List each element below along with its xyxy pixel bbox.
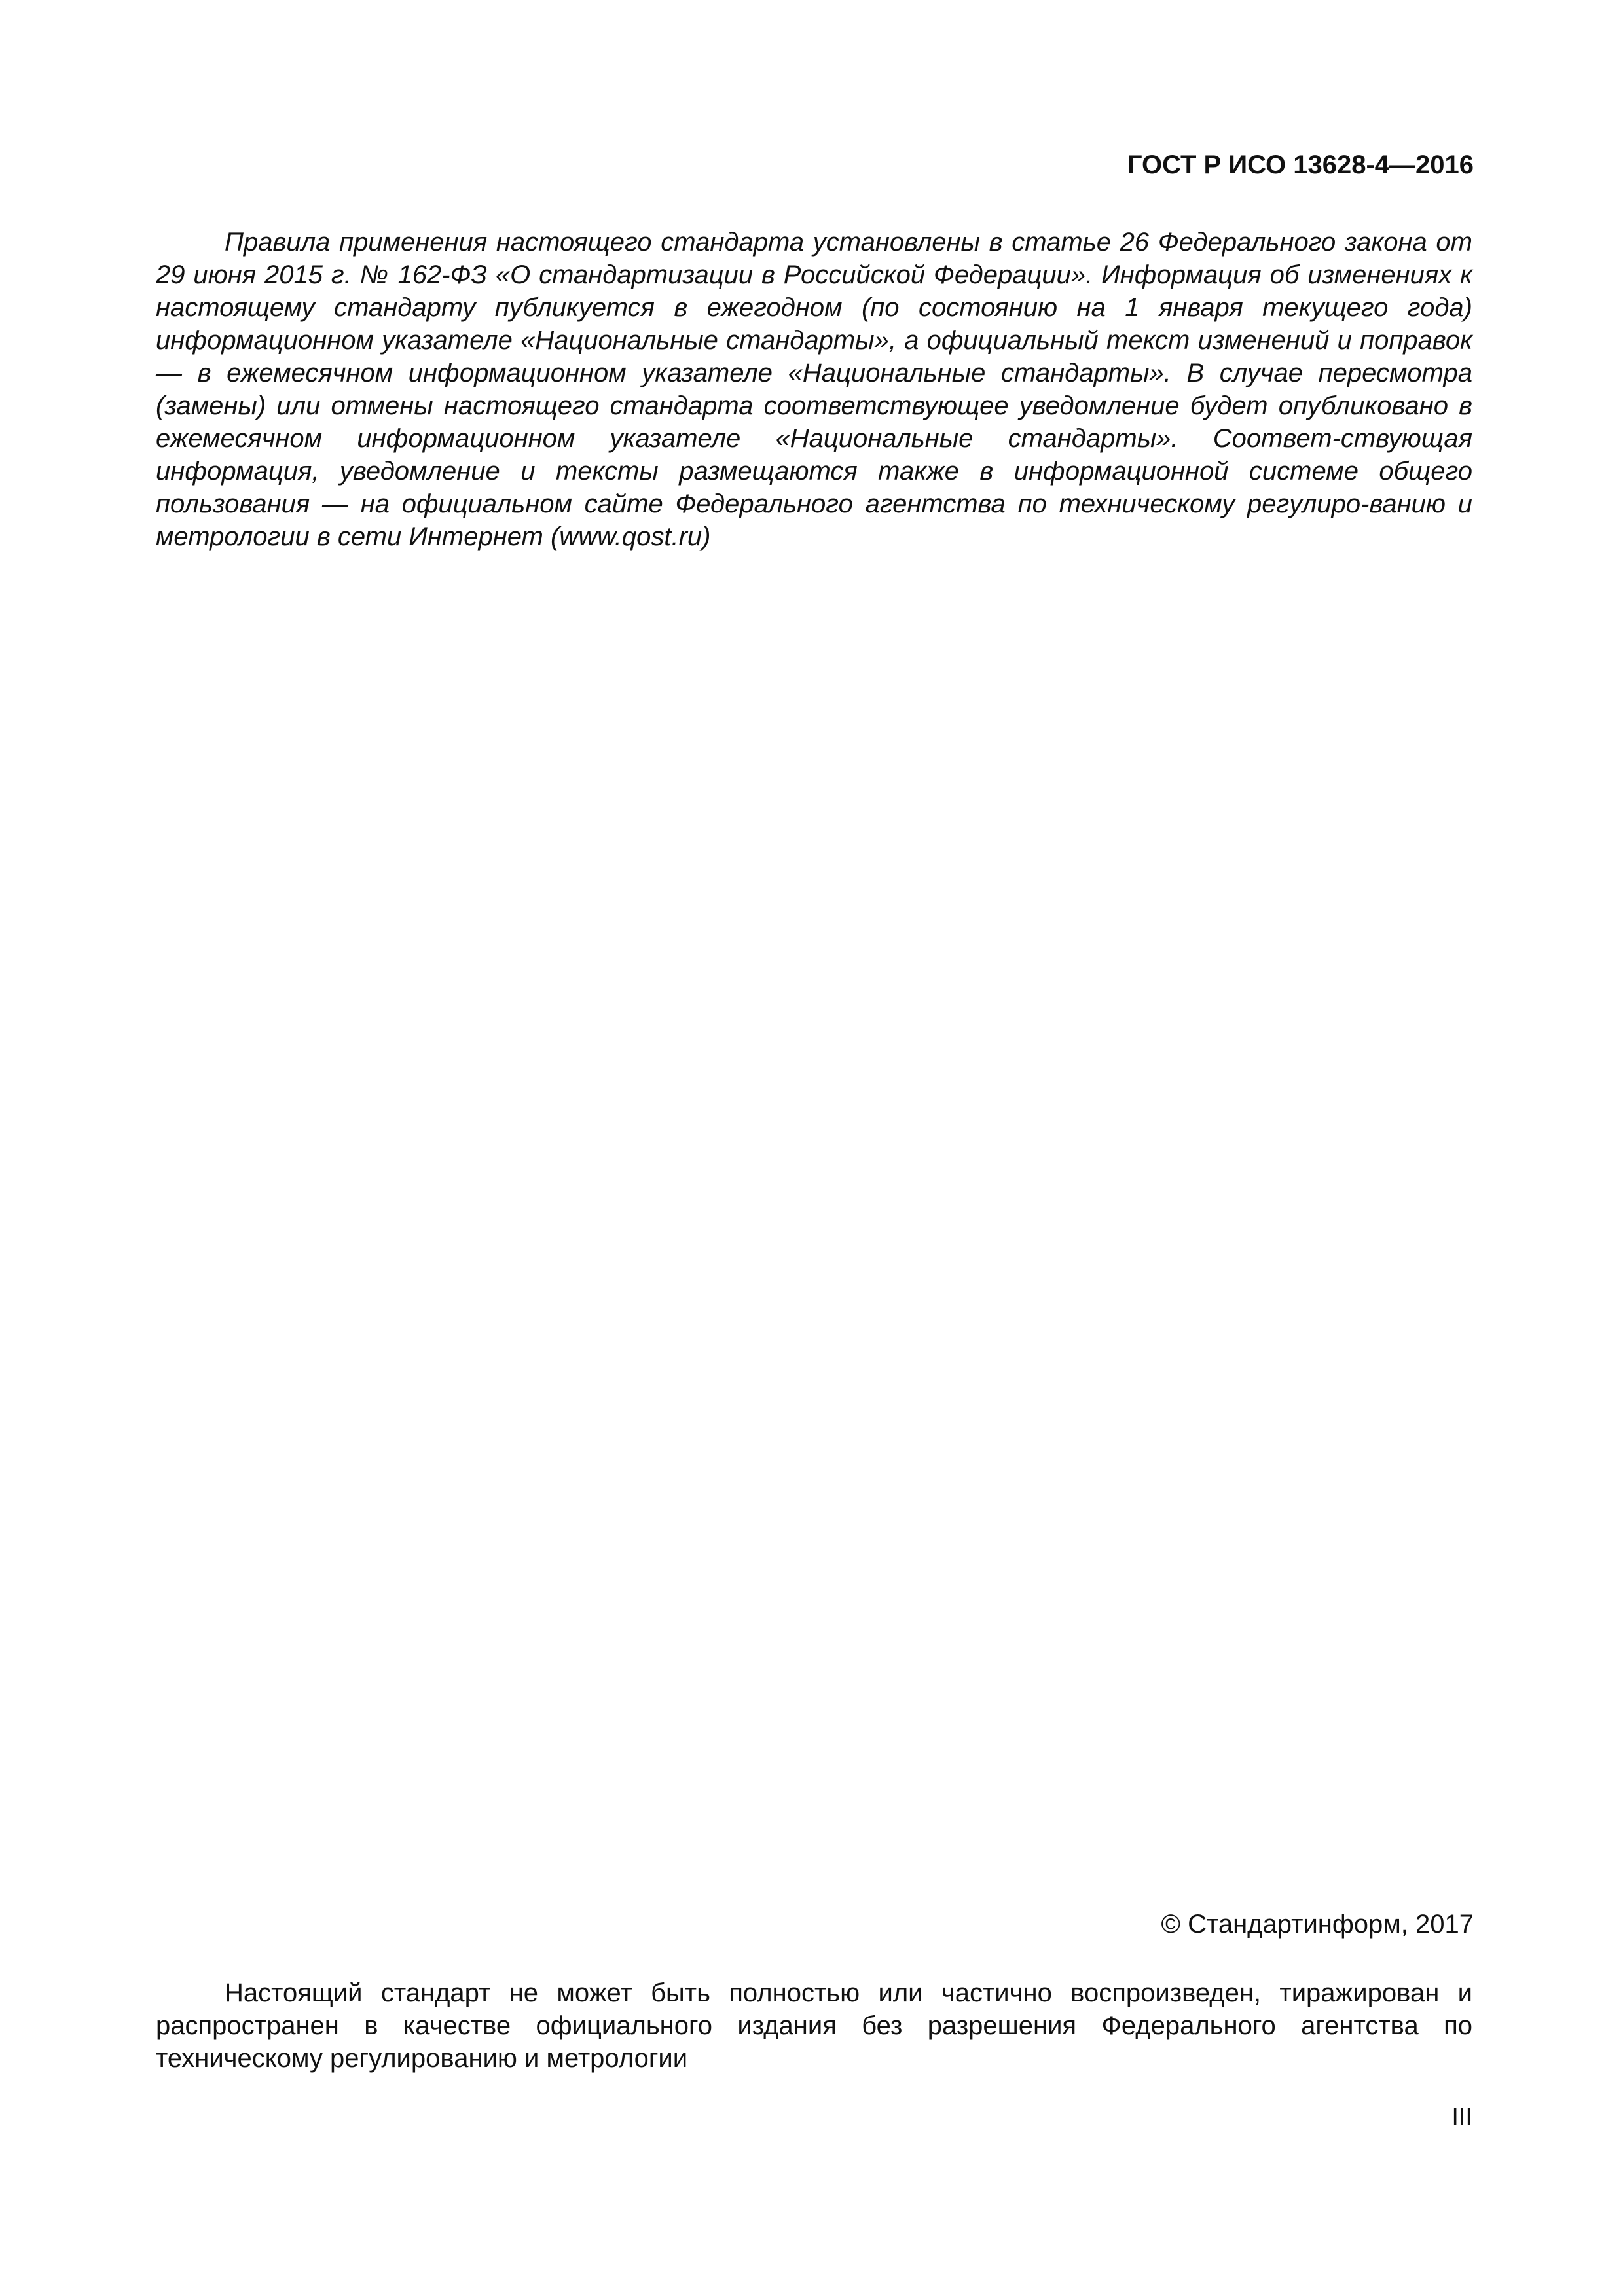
reproduction-rights-notice: Настоящий стандарт не может быть полностью или частично воспроизведен, тиражирован и распространен в качестве официального издания без разрешения Федерального агентства по техническому регулированию и метрологии [156,1979,1472,2073]
standard-application-notice: Правила применения настоящего стандарта установлены в статье 26 Федерального закона от 29 июня 2015 г. № 162-ФЗ «О стандартизации в Российской Федерации». Информация об изменениях к настоящему стандарту публикуется в ежегодном (по состоянию на 1 января текущего года) информационном указателе «Национальные стандарты», а официальный текст изменений и поправок — в ежемесячном информационном указателе «Национальные стандарты». В случае пересмотра (замены) или отмены настоящего стандарта соответствующее уведомление будет опубликовано в ежемесячном информационном указателе «Национальные стандарты». Соответ-ствующая информация, уведомление и тексты размещаются также в информационной системе общего пользования — на официальном сайте Федерального агентства по техническому регулиро-ванию и метрологии в сети Интернет (www.qost.ru) [156,228,1472,551]
copyright-line: © Стандартинформ, 2017 [1161,1910,1474,1939]
document-code: ГОСТ Р ИСО 13628-4—2016 [1127,151,1474,179]
page-number: III [1451,2104,1472,2131]
